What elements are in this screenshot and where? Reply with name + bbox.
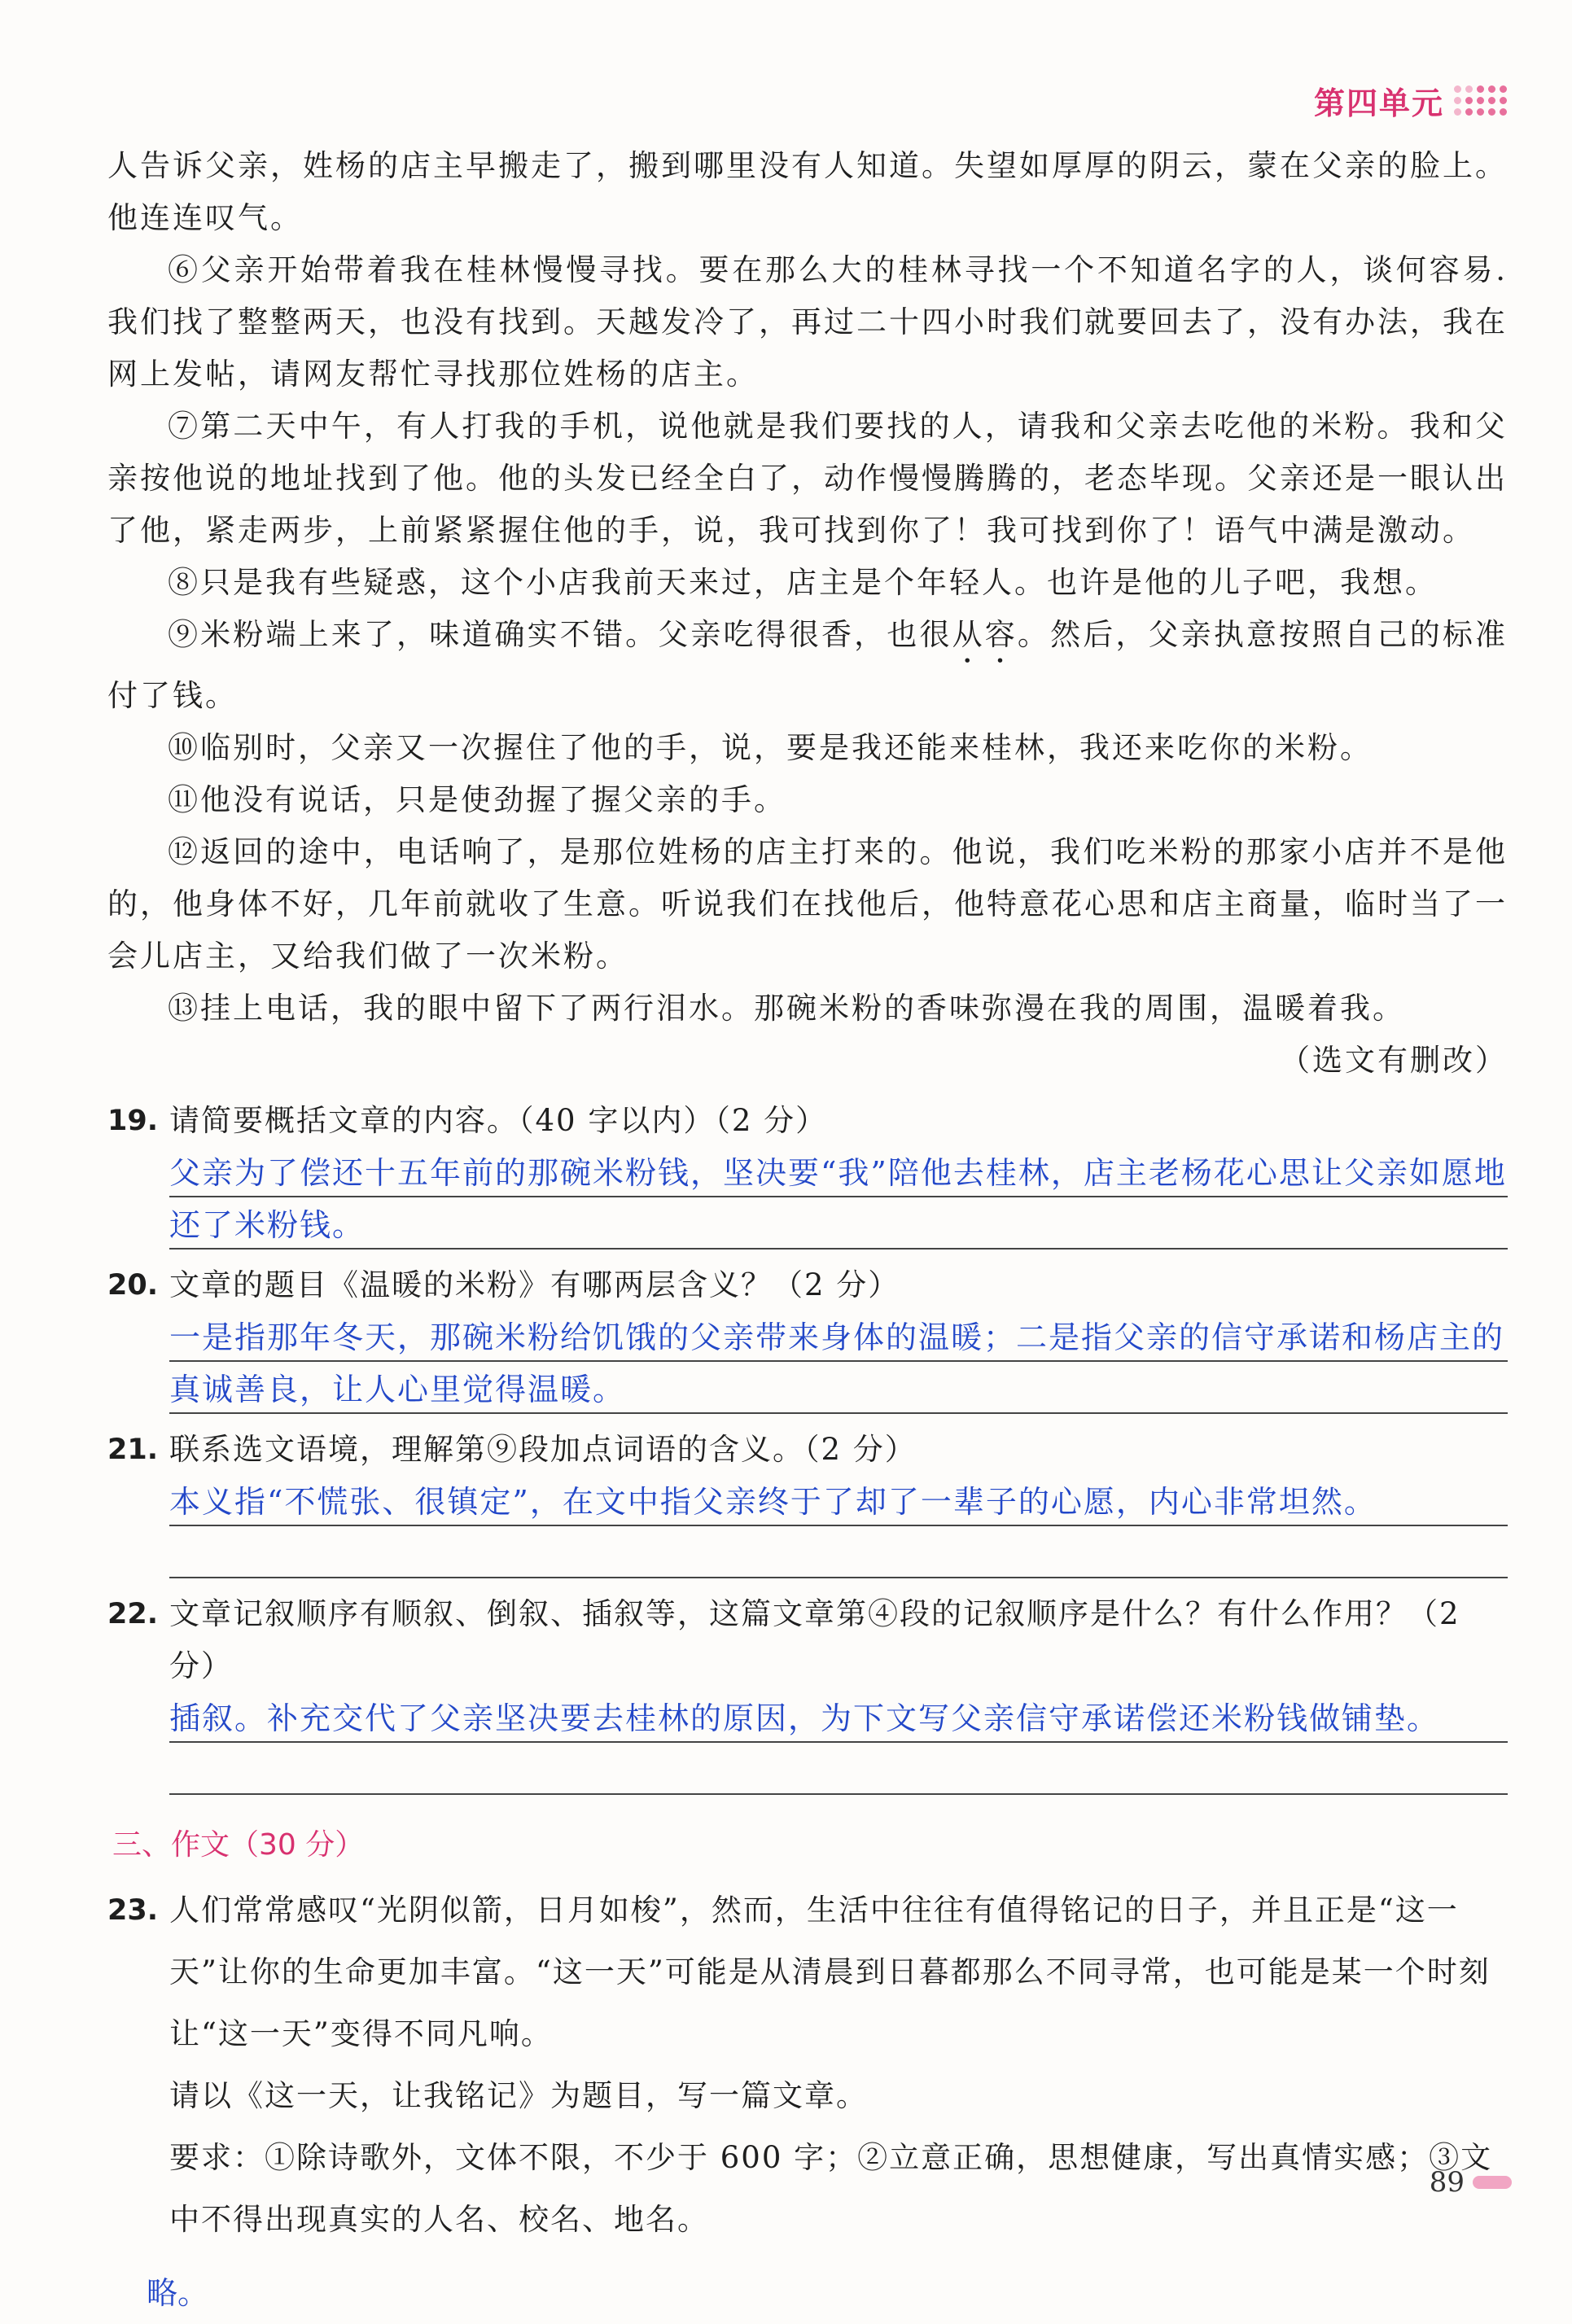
dots-decoration-icon xyxy=(1454,85,1507,116)
composition-answer: 略。 xyxy=(147,2275,209,2311)
passage-paragraph: ⑪他没有说话，只是使劲握了握父亲的手。 xyxy=(168,782,786,817)
page-pill-decoration xyxy=(1473,2176,1512,2189)
passage-paragraph: ⑥父亲开始带着我在桂林慢慢寻找。要在那么大的桂林寻找一个不知道名字的人，谈何容易.我们找了整整两天，也没有找到。天越发冷了，再过二十四小时我们就要回去了，没有办法，我在网上发帖，请网友帮忙寻找那位姓杨的店主。 xyxy=(107,252,1508,392)
unit-header xyxy=(1314,78,1507,123)
dotted-word: 从容 xyxy=(952,617,1018,652)
page-number-text: 89 xyxy=(1429,2166,1465,2199)
question-text: 文章记叙顺序有顺叙、倒叙、插叙等，这篇文章第④段的记叙顺序是什么？有什么作用？（2 分） xyxy=(169,1596,1460,1683)
passage-paragraph: ⑬挂上电话，我的眼中留下了两行泪水。那碗米粉的香味弥漫在我的周围，温暖着我。 xyxy=(168,991,1405,1026)
passage-paragraph: ⑩临别时，父亲又一次握住了他的手，说，要是我还能来桂林，我还来吃你的米粉。 xyxy=(168,730,1373,765)
answer-blank-line xyxy=(169,1528,1508,1580)
passage-paragraph: ⑧只是我有些疑惑，这个小店我前天来过，店主是个年轻人。也许是他的儿子吧，我想。 xyxy=(168,565,1438,600)
question-text: 文章的题目《温暖的米粉》有哪两层含义？（2 分） xyxy=(169,1267,900,1302)
answer-text: 本义指“不慌张、很镇定”，在文中指父亲终于了却了一辈子的心愿，内心非常坦然。 xyxy=(169,1476,1508,1528)
composition-prompt: 人们常常感叹“光阴似箭，日月如梭”，然而，生活中往往有值得铭记的日子，并且正是“这一天”让你的生命更加丰富。“这一天”可能是从清晨到日暮都那么不同寻常，也可能是某一个时刻让“这一天”变得不同凡响。 xyxy=(169,1893,1491,2051)
question-number: 19. xyxy=(107,1105,159,1137)
question-20 xyxy=(107,1259,1508,1416)
question-23 xyxy=(107,1880,1508,2324)
question-text: 请简要概括文章的内容。（40 字以内）（2 分） xyxy=(169,1103,828,1138)
para9-after: 。然后，父亲执意按照自己的标准付了钱。 xyxy=(107,617,1509,713)
section-title: 三、作文（30 分） xyxy=(112,1828,365,1862)
question-text: 联系选文语境，理解第⑨段加点词语的含义。（2 分） xyxy=(169,1432,917,1467)
question-number: 23. xyxy=(107,1894,159,1927)
unit-label: 第四单元 xyxy=(1313,85,1444,121)
page-content xyxy=(107,140,1508,2324)
answer-text: 一是指那年冬天，那碗米粉给饥饿的父亲带来身体的温暖；二是指父亲的信守承诺和杨店主的真诚善良，让人心里觉得温暖。 xyxy=(169,1311,1508,1416)
source-note: （选文有删改） xyxy=(1280,1043,1508,1078)
passage-paragraph: 人告诉父亲，姓杨的店主早搬走了，搬到哪里没有人知道。失望如厚厚的阴云，蒙在父亲的脸上。他连连叹气。 xyxy=(107,148,1508,235)
passage-paragraph: ⑦第二天中午，有人打我的手机，说他就是我们要找的人，请我和父亲去吃他的米粉。我和父亲按他说的地址找到了他。他的头发已经全白了，动作慢慢腾腾的，老态毕现。父亲还是一眼认出了他，紧走两步，上前紧紧握住他的手，说，我可找到你了！我可找到你了！语气中满是激动。 xyxy=(107,409,1508,548)
passage-paragraph-9 xyxy=(107,609,1508,722)
answer-text: 父亲为了偿还十五年前的那碗米粉钱，坚决要“我”陪他去桂林，店主老杨花心思让父亲如愿地还了米粉钱。 xyxy=(169,1147,1508,1251)
question-number: 22. xyxy=(107,1598,159,1630)
question-number: 21. xyxy=(107,1433,159,1466)
para9-before: ⑨米粉端上来了，味道确实不错。父亲吃得很香，也很 xyxy=(168,617,952,652)
question-number: 20. xyxy=(107,1269,159,1302)
question-22 xyxy=(107,1588,1508,1797)
question-21 xyxy=(107,1424,1508,1580)
answer-blank-line xyxy=(169,1744,1508,1797)
page-number xyxy=(1430,2166,1512,2199)
composition-instruction: 请以《这一天，让我铭记》为题目，写一篇文章。 xyxy=(169,2078,868,2113)
composition-requirements: 要求：①除诗歌外，文体不限，不少于 600 字；②立意正确，思想健康，写出真情实感；③文中不得出现真实的人名、校名、地名。 xyxy=(169,2140,1493,2237)
answer-text: 插叙。补充交代了父亲坚决要去桂林的原因，为下文写父亲信守承诺偿还米粉钱做铺垫。 xyxy=(169,1692,1508,1744)
question-19 xyxy=(107,1095,1508,1251)
passage-paragraph: ⑫返回的途中，电话响了，是那位姓杨的店主打来的。他说，我们吃米粉的那家小店并不是他的，他身体不好，几年前就收了生意。听说我们在找他后，他特意花心思和店主商量，临时当了一会儿店主，又给我们做了一次米粉。 xyxy=(107,834,1508,974)
